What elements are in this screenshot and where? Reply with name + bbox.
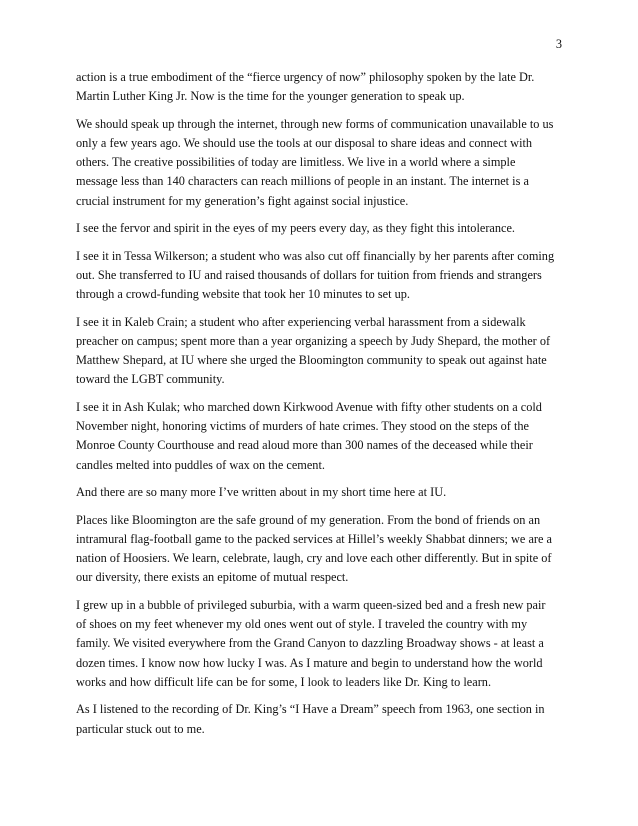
paragraph: I see it in Ash Kulak; who marched down Kirkwood Avenue with fifty other students on a cold November night, honoring victims of murders of hate crimes. They stood on the steps of the Monroe County Courthouse and read aloud more than 300 names of the deceased while their candles melted into puddles of wax on the cement.	[76, 400, 542, 472]
page-number: 3	[555, 37, 562, 51]
paragraph: action is a true embodiment of the “fierce urgency of now” philosophy spoken by the late Dr. Martin Luther King Jr. Now is the time for the younger generation to speak up.	[76, 70, 535, 104]
paragraph: Places like Bloomington are the safe ground of my generation. From the bond of friends on an intramural flag-football game to the packed services at Hillel’s weekly Shabbat dinners; we are a nation of Hoosiers. We learn, celebrate, laugh, cry and love each other differently. But in spite of our diversity, there exists an epitome of mutual respect.	[76, 512, 552, 585]
paragraph: As I listened to the recording of Dr. King’s “I Have a Dream” speech from 1963, one section in particular stuck out to me.	[76, 702, 545, 736]
paragraph: I grew up in a bubble of privileged suburbia, with a warm queen-sized bed and a fresh new pair of shoes on my feet whenever my old ones went out of style. I traveled the country with my family. We visited everywhere from the Grand Canyon to dazzling Broadway shows - at least a dozen times. I know now how lucky I was. As I mature and begin to understand how the world works and how difficult life can be for some, I look to leaders like Dr. King to learn.	[76, 598, 546, 689]
paragraph: I see the fervor and spirit in the eyes of my peers every day, as they fight this intolerance.	[76, 221, 516, 236]
paragraph: And there are so many more I’ve written about in my short time here at IU.	[76, 485, 447, 500]
paragraph: I see it in Tessa Wilkerson; a student who was also cut off financially by her parents after coming out. She transferred to IU and raised thousands of dollars for tuition from friends and strangers through a crowd-funding website that took her 10 minutes to set up.	[76, 248, 555, 302]
paragraph: We should speak up through the internet, through new forms of communication unavailable to us only a few years ago. We should use the tools at our disposal to share ideas and connect with others. The creative possibilities of today are limitless. We live in a world where a simple message less than 140 characters can reach millions of people in an instant. The internet is a crucial instrument for my generation’s fight against social injustice.	[76, 116, 554, 208]
body-text	[76, 68, 566, 747]
paragraph: I see it in Kaleb Crain; a student who after experiencing verbal harassment from a sidewalk preacher on campus; spent more than a year organizing a speech by Judy Shepard, the mother of Matthew Shepard, at IU where she urged the Bloomington community to speak out against hate toward the LGBT community.	[76, 314, 551, 387]
